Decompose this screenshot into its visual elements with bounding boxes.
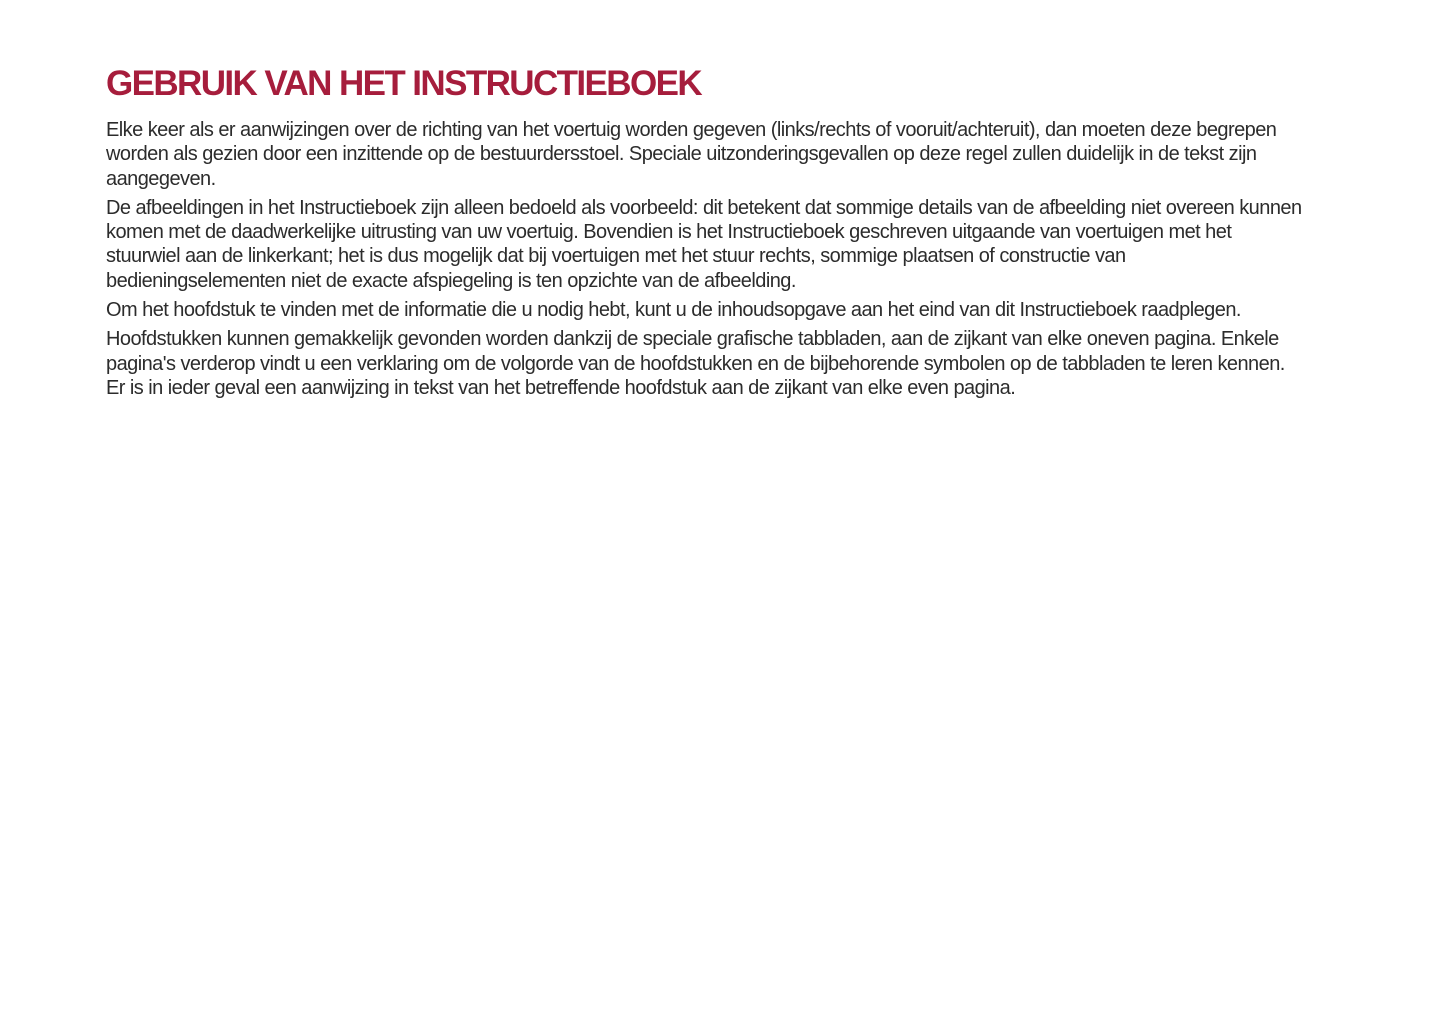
paragraph-chapter-tabs: Hoofdstukken kunnen gemakkelijk gevonden worden dankzij de speciale grafische tabbladen, aan de zijkant van elke oneven pagina. Enkele pagina's verderop vindt u een verklaring om de volgorde van de hoofdstukken en de bijbehorende symbolen op de tabbladen te leren kennen. Er is in ieder geval een aanwijzing in tekst van het betreffende hoofdstuk aan de zijkant van elke even pagina. bbox=[106, 328, 1285, 399]
paragraph-table-of-contents: Om het hoofdstuk te vinden met de informatie die u nodig hebt, kunt u de inhoudsopgave aan het eind van dit Instructieboek raadplegen. bbox=[106, 299, 1241, 322]
paragraph-direction-instructions: Elke keer als er aanwijzingen over de richting van het voertuig worden gegeven (links/rechts of vooruit/achteruit), dan moeten deze begrepen worden als gezien door een inzittende op de bestuurdersstoel. Speciale uitzonderingsgevallen op deze regel zullen duidelijk in de tekst zijn aangegeven. bbox=[106, 119, 1277, 190]
paragraph-illustrations: De afbeeldingen in het Instructieboek zijn alleen bedoeld als voorbeeld: dit betekent dat sommige details van de afbeelding niet overeen kunnen komen met de daadwerkelijke uitrusting van uw voertuig. Bovendien is het Instructieboek geschreven uitgaande van voertuigen met het stuurwiel aan de linkerkant; het is dus mogelijk dat bij voertuigen met het stuur rechts, sommige plaatsen of constructie van bedieningselementen niet de exacte afspiegeling is ten opzichte van de afbeelding. bbox=[106, 196, 1302, 292]
document-content bbox=[106, 62, 1306, 405]
page-title: GEBRUIK VAN HET INSTRUCTIEBOEK bbox=[106, 64, 701, 103]
